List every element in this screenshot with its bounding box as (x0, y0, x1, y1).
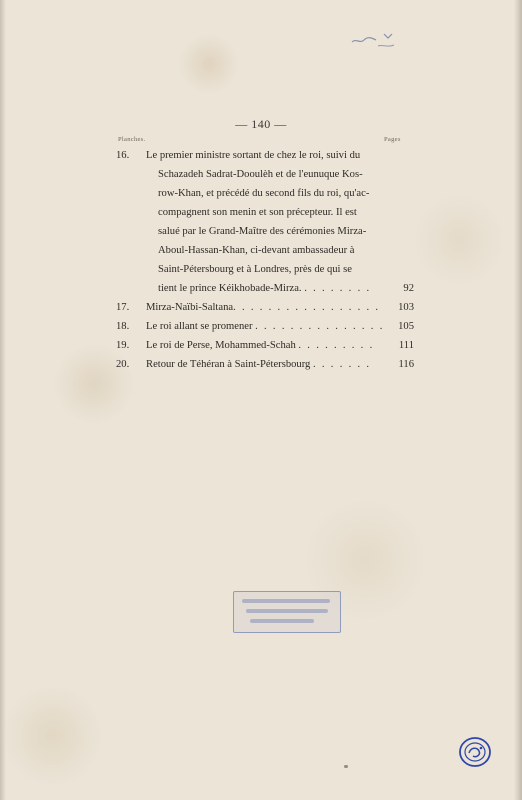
entry-line: Saint-Pétersbourg et à Londres, près de qui se (158, 264, 352, 275)
entry-line (146, 336, 384, 355)
entry-line (146, 279, 384, 298)
entry-text (146, 298, 384, 317)
entry-number: 16. (116, 150, 130, 161)
toc-entry (116, 355, 414, 374)
entry-line (146, 317, 384, 336)
entry-number: 17. (116, 302, 130, 313)
entry-line: Le premier ministre sortant de chez le roi, suivi du (146, 150, 361, 161)
entry-text (146, 146, 384, 298)
stamp-text-smear (242, 599, 330, 603)
entry-number: 19. (116, 340, 130, 351)
page-number: — 140 — (235, 117, 287, 131)
entry-line-text: tient le prince Kéikhobade-Mirza. (158, 283, 302, 294)
dot-leader: . . . . . . . . (304, 283, 371, 294)
entry-line (146, 355, 384, 374)
dot-leader: . . . . . . . . . (298, 340, 375, 351)
entry-line-text: Le roi de Perse, Mohammed-Schah (146, 340, 296, 351)
dot-leader: . . . . . . . . . . . . . . . (255, 321, 384, 332)
entry-line: salué par le Grand-Maître des cérémonies Mirza- (158, 226, 367, 237)
stamp-text-smear (246, 609, 328, 613)
table-of-plates (116, 146, 414, 374)
ink-speck (344, 765, 348, 768)
entry-text (146, 336, 384, 355)
entry-page-number: 92 (403, 283, 414, 294)
dot-leader: . . . . . . . . . . . . . . . . . (233, 302, 380, 313)
stamp-text-smear (250, 619, 314, 623)
entry-number: 18. (116, 321, 130, 332)
entry-line: row-Khan, et précédé du second fils du roi, qu'ac- (158, 188, 370, 199)
toc-entry (116, 146, 414, 298)
entry-line-text: Le roi allant se promener (146, 321, 253, 332)
toc-entry (116, 336, 414, 355)
entry-page-number: 103 (398, 302, 414, 313)
library-seal-icon (458, 736, 492, 768)
entry-line: Schazadeh Sadrat-Dooulèh et de l'eunuque Kos- (158, 169, 363, 180)
entry-line: compagnent son menin et son précepteur. Il est (158, 207, 357, 218)
entry-text (146, 317, 384, 336)
entry-page-number: 111 (398, 340, 414, 351)
column-label-pages: Pages (384, 136, 401, 143)
entry-line: Aboul-Hassan-Khan, ci-devant ambassadeur à (158, 245, 355, 256)
entry-text (146, 355, 384, 374)
entry-line (146, 298, 384, 317)
entry-line-text: Mirza-Naïbi-Saltana (146, 302, 234, 313)
entry-page-number: 116 (398, 359, 414, 370)
toc-entry (116, 317, 414, 336)
toc-entry (116, 298, 414, 317)
library-stamp (233, 591, 341, 633)
entry-page-number: 105 (398, 321, 414, 332)
entry-number: 20. (116, 359, 130, 370)
column-label-plates: Planches. (118, 136, 146, 143)
dot-leader: . . . . . . . (313, 359, 371, 370)
pencil-annotation-mark (348, 28, 400, 50)
entry-line-text: Retour de Téhéran à Saint-Pétersbourg (146, 359, 311, 370)
